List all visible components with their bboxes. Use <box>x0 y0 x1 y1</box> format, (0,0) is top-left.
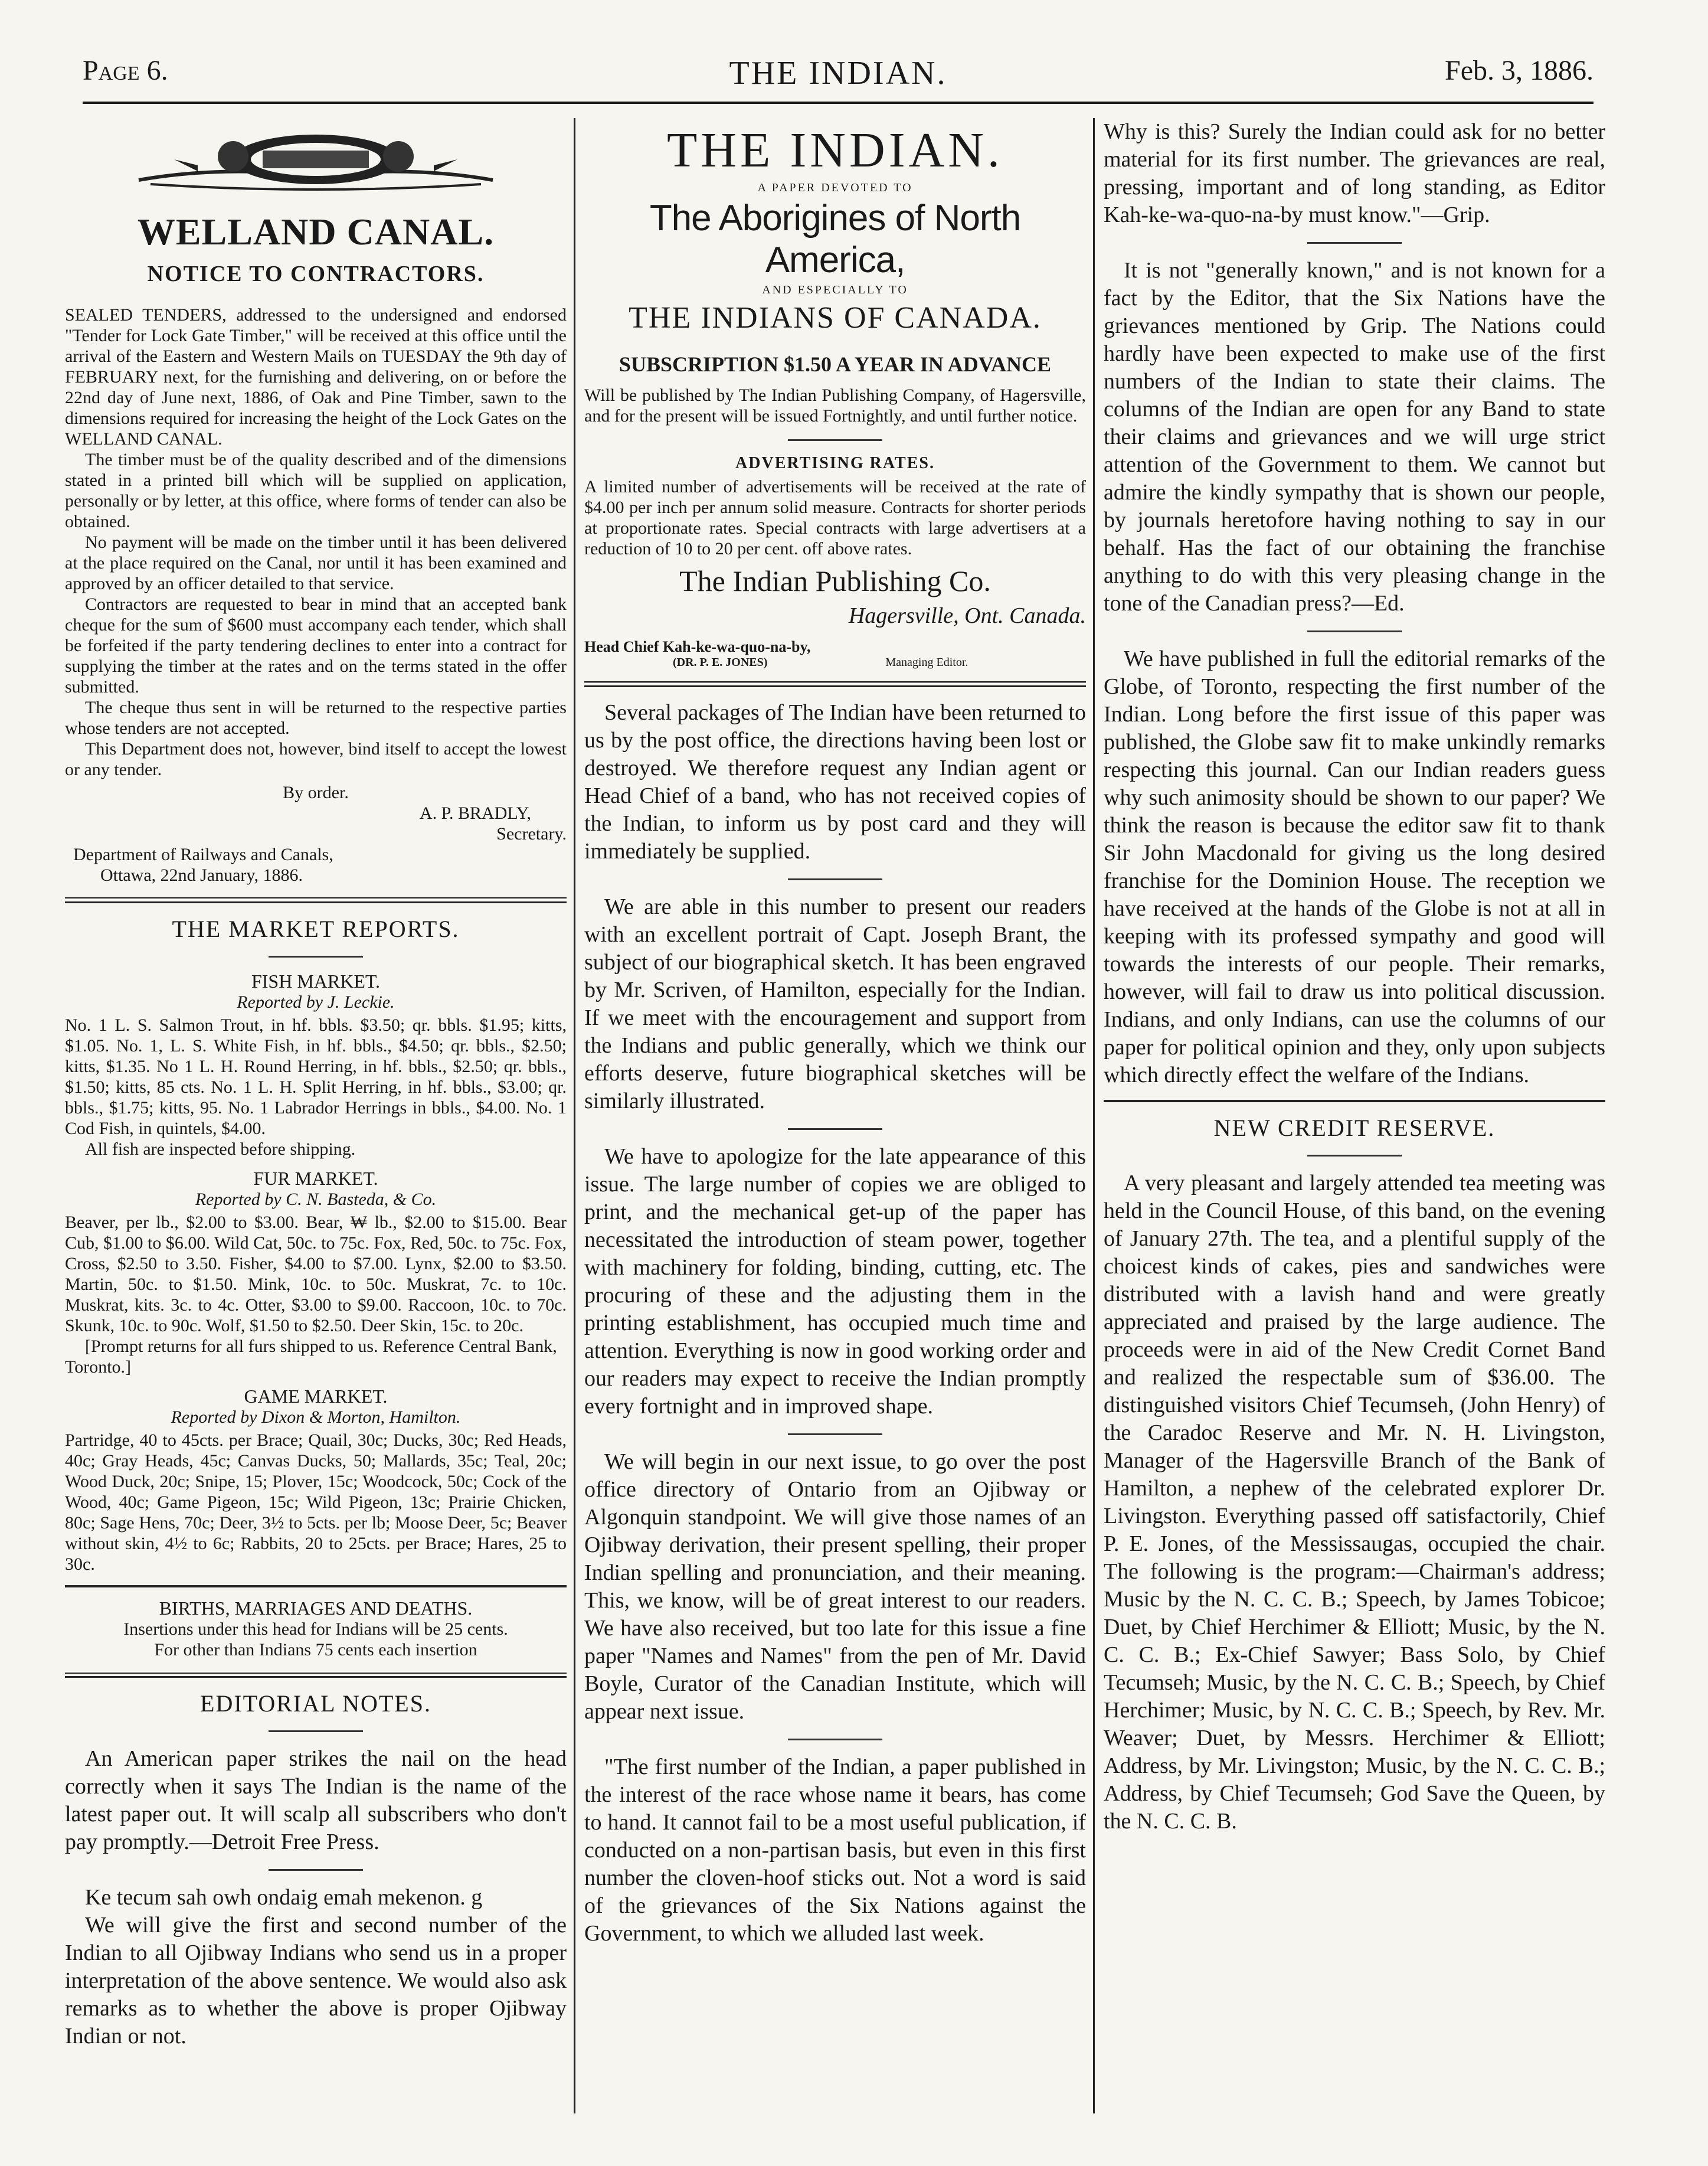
births-rate-indians: Insertions under this head for Indians will be 25 cents. <box>123 1619 508 1639</box>
column-3 <box>1104 118 1605 2143</box>
fur-market-title: FUR MARKET. <box>253 1168 378 1189</box>
market-reports-title: THE MARKET REPORTS. <box>172 916 460 942</box>
section-divider <box>65 897 567 903</box>
section-divider <box>584 681 1086 687</box>
short-rule <box>1307 630 1402 632</box>
fish-market-reporter: Reported by J. Leckie. <box>237 992 395 1012</box>
department-line-1: Department of Railways and Canals, <box>73 845 333 864</box>
short-rule <box>788 1739 882 1740</box>
column-2 <box>584 118 1086 2143</box>
fish-market-title: FISH MARKET. <box>251 971 381 992</box>
article-para: "The first number of the Indian, a paper published in the interest of the race whose name it bears, has come to hand. It cannot fail to be a most useful publication, if conducted on a non-partisan basis, but even in this first number the cloven-hoof sticks out. Not a word is said of the grievances of the Six Nations against the Government, to which we alluded last week. <box>584 1755 1086 1946</box>
masthead-especially: AND ESPECIALLY TO <box>762 283 908 296</box>
coat-of-arms-emblem <box>127 124 505 207</box>
short-rule <box>269 1869 363 1871</box>
page-number: Page 6. <box>83 55 168 86</box>
notice-para: No payment will be made on the timber until it has been delivered at the place required on the Canal, nor until it has been examined and approved by an officer detailed to that service. <box>65 532 567 593</box>
notice-para: The timber must be of the quality described and of the dimensions stated in a printed bill which will be supplied on application, personally or by letter, at this office, where forms of tender can also be obtained. <box>65 450 567 531</box>
department-line-2: Ottawa, 22nd January, 1886. <box>100 865 303 885</box>
game-market-reporter: Reported by Dixon & Morton, Hamilton. <box>171 1407 461 1427</box>
notice-title: NOTICE TO CONTRACTORS. <box>147 262 485 286</box>
advertising-rates-title: ADVERTISING RATES. <box>735 454 935 472</box>
game-market-prices: Partridge, 40 to 45cts. per Brace; Quail, 30c; Ducks, 30c; Red Heads, 40c; Gray Heads, 45c; Canvas Ducks, 50; Mallards, 35c; Teal, 20c; Wood Duck, 20c; Snipe, 15; Plover, 15c; Woodcock, 50c; Cock of the Wood, 40c; Game Pigeon, 15c; Wild Pigeon, 13c; Prairie Chicken, 80c; Sage Hens, 70c; Deer, 3½ to 5cts. per lb; Moose Deer, 5c; Beaver without skin, 4½ to 6c; Rabbits, 20 to 25cts. per Brace; Hares, 25 to 30c. <box>65 1430 567 1574</box>
short-rule <box>1307 242 1402 244</box>
fur-market-prices: Beaver, per lb., $2.00 to $3.00. Bear, ₩ lb., $2.00 to $15.00. Bear Cub, $1.00 to $6.00. Wild Cat, 50c. to 75c. Fox, Red, 50c. to 75c. Fox, Cross, $2.50 to 3.50. Fisher, $4.00 to $7.00. Lynx, $2.00 to $3.50. Martin, 50c. to $1.50. Mink, 10c. to 50c. Muskrat, 7c. to 10c. Muskrat, kits. 3c. to 4c. Otter, $3.00 to $9.00. Raccoon, 10c. to 70c. Skunk, 10c. to 90c. Wolf, $1.50 to $2.50. Deer Skin, 15c. to 20c. <box>65 1213 567 1335</box>
editor-credentials <box>673 656 1086 669</box>
column-rule-2 <box>1093 118 1095 2113</box>
column-rule-1 <box>574 118 575 2113</box>
column-1 <box>65 118 567 2143</box>
masthead-devoted: A PAPER DEVOTED TO <box>757 181 913 194</box>
masthead-canada: THE INDIANS OF CANADA. <box>629 301 1042 335</box>
page-header <box>83 54 1594 104</box>
notice-para: This Department does not, however, bind itself to accept the lowest or any tender. <box>65 739 567 779</box>
births-title: BIRTHS, MARRIAGES AND DEATHS. <box>159 1597 473 1619</box>
section-divider <box>65 1585 567 1587</box>
short-rule <box>788 878 882 880</box>
editor-dr: (DR. P. E. JONES) <box>673 656 768 669</box>
publication-notice: Will be published by The Indian Publishing Company, of Hagersville, and for the present will be issued Fortnightly, and until further notice. <box>584 385 1086 426</box>
subscription-rate: SUBSCRIPTION $1.50 A YEAR IN ADVANCE <box>619 352 1052 376</box>
editor-role: Managing Editor. <box>885 656 968 669</box>
fish-market-note: All fish are inspected before shipping. <box>85 1139 356 1159</box>
signer-name: A. P. BRADLY, <box>420 803 531 823</box>
fur-market-reporter: Reported by C. N. Basteda, & Co. <box>195 1190 437 1209</box>
notice-para: Contractors are requested to bear in mind that an accepted bank cheque for the sum of $600 must accompany each tender, which shall be forfeited if the party tendering declines to enter into a contract for supplying the timber at the rates and on the terms stated in the offer submitted. <box>65 594 567 697</box>
issue-date: Feb. 3, 1886. <box>1445 55 1594 86</box>
short-rule <box>269 1730 363 1732</box>
article-para: We have published in full the editorial remarks of the Globe, of Toronto, respecting the first number of the Indian. Long before the first issue of this paper was published, the Globe saw fit to make unkindly remarks respecting this journal. Can our Indian readers guess why such animosity should be shown to our paper? We think the reason is because the editor saw fit to thank Sir John Macdonald for giving us the long desired franchise for the Dominion House. The reception we have received at the hands of the Globe is not at all in keeping with its professed sympathy and good will towards the interests of our people. Their remarks, however, will fail to draw us into political discussion. Indians, and only Indians, can use the columns of our paper for political opinion and they, only upon subjects which directly effect the welfare of the Indians. <box>1104 646 1605 1087</box>
ojibway-sentence: Ke tecum sah owh ondaig emah mekenon. g <box>85 1885 483 1910</box>
article-para: We have to apologize for the late appearance of this issue. The large number of copies we are obliged to print, and the mechanical get-up of the paper has necessitated the introduction of steam power, together with machinery for folding, binding, cutting, etc. The procuring of these and the adjusting them in the printing establishment, has occupied much time and attention. Everything is now in good working order and our readers may expect to receive the Indian promptly every fortnight and in improved shape. <box>584 1144 1086 1419</box>
publisher-name: The Indian Publishing Co. <box>679 564 991 597</box>
welland-canal-title: WELLAND CANAL. <box>137 211 495 253</box>
section-divider <box>65 1672 567 1678</box>
short-rule <box>788 1433 882 1435</box>
fur-market-note: [Prompt returns for all furs shipped to us. Reference Central Bank, Toronto.] <box>65 1337 557 1377</box>
article-para: It is not "generally known," and is not known for a fact by the Editor, that the Six Nations have the grievances mentioned by Grip. The Nations could hardly have been expected to make use of the first numbers of the Indian to state their claims. The columns of the Indian are open for any Band to state their claims and grievances and we will urge strict attention of the Government to them. We cannot but admire the kindly sympathy that is shown our people, by journals heretofore having nothing to say in our behalf. Has the fact of our obtaining the franchise anything to do with this very pleasing change in the tone of the Canadian press?—Ed. <box>1104 258 1605 616</box>
section-divider <box>1104 1100 1605 1102</box>
game-market-title: GAME MARKET. <box>244 1386 388 1407</box>
paper-title: THE INDIAN. <box>729 55 947 92</box>
reserve-article: A very pleasant and largely attended tea meeting was held in the Council House, of this band, on the evening of January 27th. The tea, and a plentiful supply of the choicest kinds of cakes, pies and sandwiches were distributed with a lavish hand and were greatly appreciated and praised by the large audience. The proceeds were in aid of the New Credit Cornet Band and realized the respectable sum of $36.00. The distinguished visitors Chief Tecumseh, (John Henry) of the Caradoc Reserve and Mr. N. H. Livingston, Manager of the Hagersville Branch of the Bank of Hamilton, a nephew of the celebrated explorer Dr. Livingston. Everything passed off satisfactorily, Chief P. E. Jones, of the Messissaugas, occupied the chair. The following is the program:—Chairman's address; Music by the N. C. C. B.; Speech, by James Tobicoe; Duet, by Chief Herchimer & Elliott; Music, by the N. C. C. B.; Ex-Chief Sawyer; Bass Solo, by Chief Tecumseh; Music, by the N. C. C. B.; Speech, by Chief Herchimer; Music, by N. C. C. B.; Speech, by Rev. Mr. Weaver; Duet, by Messrs. Herchimer & Elliott; Address, by Mr. Livingston; Music, by the N. C. C. B.; Address, by Chief Tecumseh; God Save the Queen, by the N. C. C. B. <box>1104 1171 1605 1834</box>
advertising-rates-text: A limited number of advertisements will be received at the rate of $4.00 per inch per annum solid measure. Contracts for shorter periods at proportionate rates. Special contracts with large advertisers at a reduction of 10 to 20 per cent. off above rates. <box>584 477 1086 558</box>
editorial-notes-title: EDITORIAL NOTES. <box>200 1690 431 1717</box>
births-rate-others: For other than Indians 75 cents each insertion <box>154 1640 477 1659</box>
signer-title: Secretary. <box>496 824 567 844</box>
notice-para: SEALED TENDERS, addressed to the undersigned and endorsed "Tender for Lock Gate Timber," will be received at this office until the arrival of the Eastern and Western Mails on TUESDAY the 9th day of FEBRUARY next, for the furnishing and delivering, on or before the 22nd day of June next, 1886, of Oak and Pine Timber, sawn to the dimensions required for increasing the height of the Lock Gates on the WELLAND CANAL. <box>65 305 567 449</box>
short-rule <box>269 956 363 958</box>
masthead-aborigines: The Aborigines of North America, <box>649 198 1021 280</box>
publisher-location: Hagersville, Ont. Canada. <box>848 603 1086 628</box>
short-rule <box>1307 1155 1402 1156</box>
head-chief-name: Head Chief Kah-ke-wa-quo-na-by, <box>584 638 811 655</box>
masthead-title: THE INDIAN. <box>667 123 1003 178</box>
article-para: We are able in this number to present our readers with an excellent portrait of Capt. Joseph Brant, the subject of our biographical sketch. It has been engraved by Mr. Scriven, of Hamilton, especially for the Indian. If we meet with the encouragement and support from the Indians and public generally, which we think our efforts deserve, future biographical sketches will be similarly illustrated. <box>584 894 1086 1113</box>
fish-market-prices: No. 1 L. S. Salmon Trout, in hf. bbls. $3.50; qr. bbls. $1.95; kitts, $1.05. No. 1, L. S. White Fish, in hf. bbls., $4.50; qr. bbls., $2.50; kitts, $1.35. No 1 L. H. Round Herring, in hf. bbls., $2.50; qr. bbls., $1.50; kitts, 85 cts. No. 1 L. H. Split Herring, in hf. bbls., $3.00; qr. bbls., $1.75; kitts, 95. No. 1 Labrador Herrings in bbls., $4.00. No. 1 Cod Fish, in quintels, $4.00. <box>65 1015 567 1138</box>
by-order: By order. <box>283 783 349 802</box>
short-rule <box>788 1128 882 1130</box>
short-rule <box>788 439 882 441</box>
editorial-para: We will give the first and second number of the Indian to all Ojibway Indians who send us in a proper interpretation of the above sentence. We would also ask remarks as to whether the above is proper Ojibway Indian or not. <box>65 1913 567 2049</box>
new-credit-reserve-title: NEW CREDIT RESERVE. <box>1213 1115 1496 1141</box>
editorial-para: An American paper strikes the nail on the head correctly when it says The Indian is the name of the latest paper out. It will scalp all subscribers who don't pay promptly.—Detroit Free Press. <box>65 1746 567 1854</box>
notice-body <box>65 305 567 780</box>
article-para: We will begin in our next issue, to go over the post office directory of Ontario from an Ojibway or Algonquin standpoint. We will give those names of an Ojibway derivation, their present spelling, their proper Indian spelling and pronunciation, and their meaning. This, we know, will be of great interest to our readers. We have also received, but too late for this issue a fine paper "Names and Names" from the pen of Mr. David Boyle, Curator of the Canadian Institute, which will appear next issue. <box>584 1449 1086 1724</box>
notice-para: The cheque thus sent in will be returned to the respective parties whose tenders are not accepted. <box>65 698 567 738</box>
article-para: Several packages of The Indian have been returned to us by the post office, the directions having been lost or destroyed. We therefore request any Indian agent or Head Chief of a band, who has not received copies of the Indian, to inform us by post card and they will immediately be supplied. <box>584 700 1086 864</box>
article-para: Why is this? Surely the Indian could ask for no better material for its first number. The grievances are real, pressing, important and of long standing, as Editor Kah-ke-wa-quo-na-by must know."—Grip. <box>1104 119 1605 227</box>
